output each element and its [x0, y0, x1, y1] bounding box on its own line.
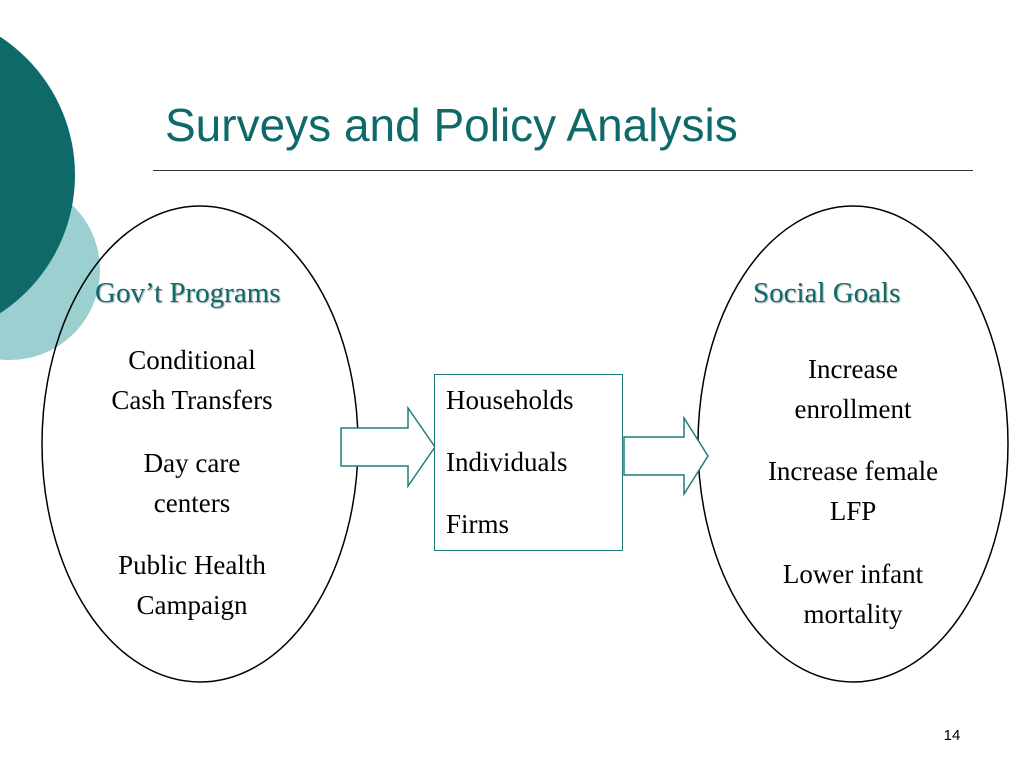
goal-item — [733, 451, 973, 531]
program-item-line: Day care — [143, 448, 241, 478]
agent-item: Firms — [446, 509, 510, 539]
page-number: 14 — [943, 727, 961, 744]
program-item-line: Cash Transfers — [111, 385, 273, 415]
slide-title: Surveys and Policy Analysis — [165, 99, 738, 151]
goals-heading: Social Goals — [753, 277, 901, 309]
title-divider — [153, 170, 973, 171]
agents-box — [434, 374, 623, 551]
agent-item: Households — [446, 385, 574, 415]
block-arrow-right-icon — [341, 408, 435, 486]
programs-heading: Gov’t Programs — [95, 277, 281, 309]
program-item — [86, 545, 298, 625]
goal-item — [733, 554, 973, 634]
program-item-line: centers — [153, 488, 231, 518]
goal-item-line: LFP — [829, 496, 877, 526]
goal-item-line: Increase female — [767, 456, 939, 486]
block-arrow-right-icon — [624, 418, 708, 494]
program-item — [86, 443, 298, 523]
goal-item — [733, 349, 973, 429]
program-item — [86, 340, 298, 420]
goal-item-line: enrollment — [794, 394, 912, 424]
goal-item-line: mortality — [803, 599, 903, 629]
goal-item-line: Lower infant — [782, 559, 924, 589]
program-item-line: Public Health — [118, 550, 266, 580]
goal-item-line: Increase — [808, 354, 898, 384]
agent-item: Individuals — [446, 447, 568, 477]
program-item-line: Conditional — [128, 345, 256, 375]
program-item-line: Campaign — [136, 590, 248, 620]
